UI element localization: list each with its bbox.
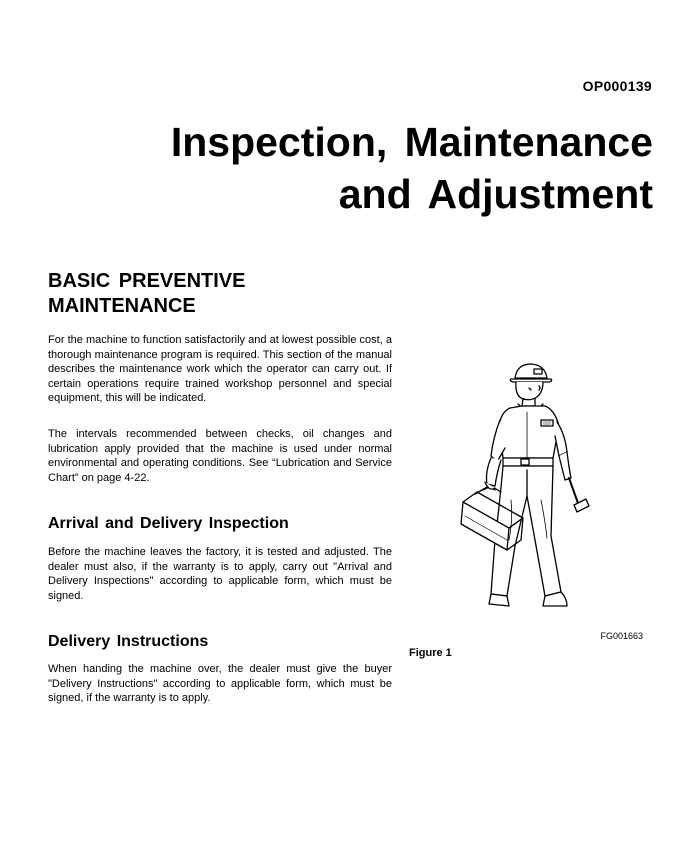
subheading-arrival-delivery-inspection: Arrival and Delivery Inspection: [48, 515, 289, 532]
figure-code: FG001663: [600, 631, 643, 641]
figure-1-illustration: [455, 360, 595, 615]
page-title-line-1: Inspection, Maintenance: [170, 119, 653, 165]
section-heading-basic-preventive-maintenance: [48, 269, 245, 319]
basic-maintenance-paragraph-1: For the machine to function satisfactorily and at lowest possible cost, a thorough maintenance program is required. This section of the manual describes the maintenance work which the operator can carry out. If certain operations require trained workshop personnel and special equipment, this will be indicated.: [48, 334, 392, 405]
section-heading-line-1: BASIC PREVENTIVE: [48, 270, 246, 292]
mechanic-with-toolbox-icon: [455, 360, 595, 615]
basic-maintenance-paragraph-2: The intervals recommended between checks, oil changes and lubrication apply provided that the machine is used under normal environmental and operating conditions. See “Lubrication and Service Chart” on page 4-22.: [48, 428, 392, 484]
arrival-inspection-paragraph: Before the machine leaves the factory, it is tested and adjusted. The dealer must also, if the warranty is to apply, carry out "Arrival and Delivery Inspections" according to applicable form, which must be signed.: [48, 546, 392, 602]
section-heading-line-2: MAINTENANCE: [48, 295, 196, 317]
page-title: [171, 116, 653, 220]
document-id: OP000139: [582, 78, 652, 94]
subheading-delivery-instructions: Delivery Instructions: [48, 633, 209, 650]
delivery-instructions-paragraph: When handing the machine over, the dealer must give the buyer "Delivery Instructions" according to applicable form, which must be signed, if the warranty is to apply.: [48, 663, 392, 705]
page-title-line-2: and Adjustment: [338, 171, 653, 217]
figure-caption: Figure 1: [409, 647, 452, 659]
